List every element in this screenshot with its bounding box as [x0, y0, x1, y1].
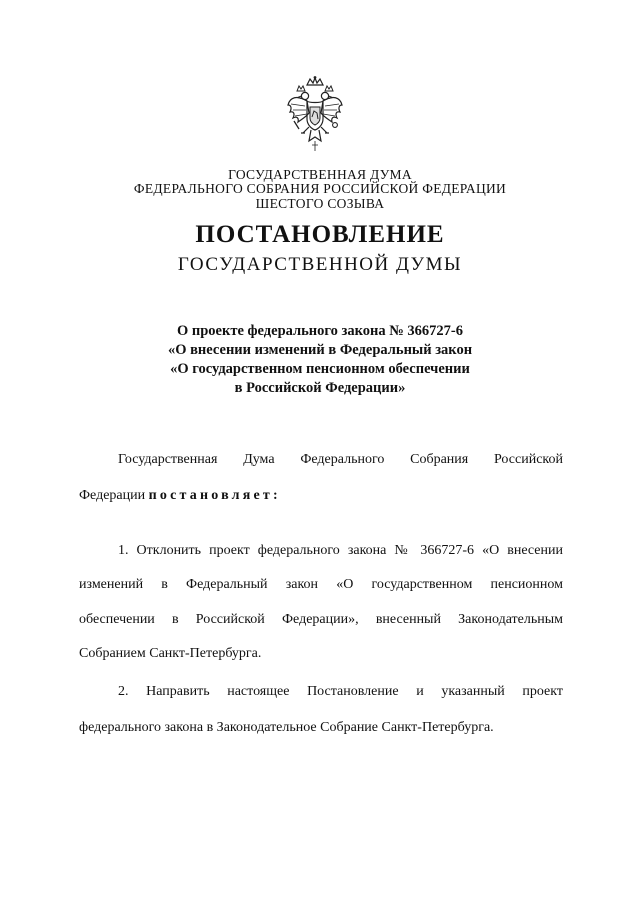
- subject-line-4: в Российской Федерации»: [234, 380, 406, 396]
- item-1-line-4: Собранием Санкт-Петербурга.: [79, 646, 262, 661]
- issuer-line-2: ФЕДЕРАЛЬНОГО СОБРАНИЯ РОССИЙСКОЙ ФЕДЕРАЦИИ: [133, 181, 507, 196]
- item-2-line-2: федерального закона в Законодательное Собрание Санкт-Петербурга.: [79, 720, 494, 735]
- intro-line-2-text: Федерации: [79, 488, 149, 503]
- intro-line-1: Государственная Дума Федерального Собрания Российской: [118, 452, 563, 467]
- subject-line-1: О проекте федерального закона № 366727-6: [176, 323, 464, 339]
- issuer-line-1: ГОСУДАРСТВЕННАЯ ДУМА: [228, 167, 412, 182]
- document-subtitle: ГОСУДАРСТВЕННОЙ ДУМЫ: [177, 254, 463, 275]
- resolves-word: постановляет:: [148, 488, 281, 503]
- convocation-line: ШЕСТОГО СОЗЫВА: [255, 196, 385, 211]
- item-1-line-2: изменений в Федеральный закон «О государственном пенсионном: [79, 577, 563, 592]
- russian-coat-of-arms-icon: [285, 75, 345, 155]
- item-1-line-3: обеспечении в Российской Федерации», внесенный Законодательным: [79, 612, 563, 627]
- item-2-line-1: 2. Направить настоящее Постановление и указанный проект: [118, 684, 563, 699]
- subject-line-2: «О внесении изменений в Федеральный закон: [167, 342, 473, 358]
- intro-line-2: [79, 487, 563, 505]
- item-1-line-1: 1. Отклонить проект федерального закона № 366727-6 «О внесении: [118, 543, 563, 558]
- subject-line-3: «О государственном пенсионном обеспечении: [170, 361, 470, 377]
- document-title: ПОСТАНОВЛЕНИЕ: [195, 221, 445, 248]
